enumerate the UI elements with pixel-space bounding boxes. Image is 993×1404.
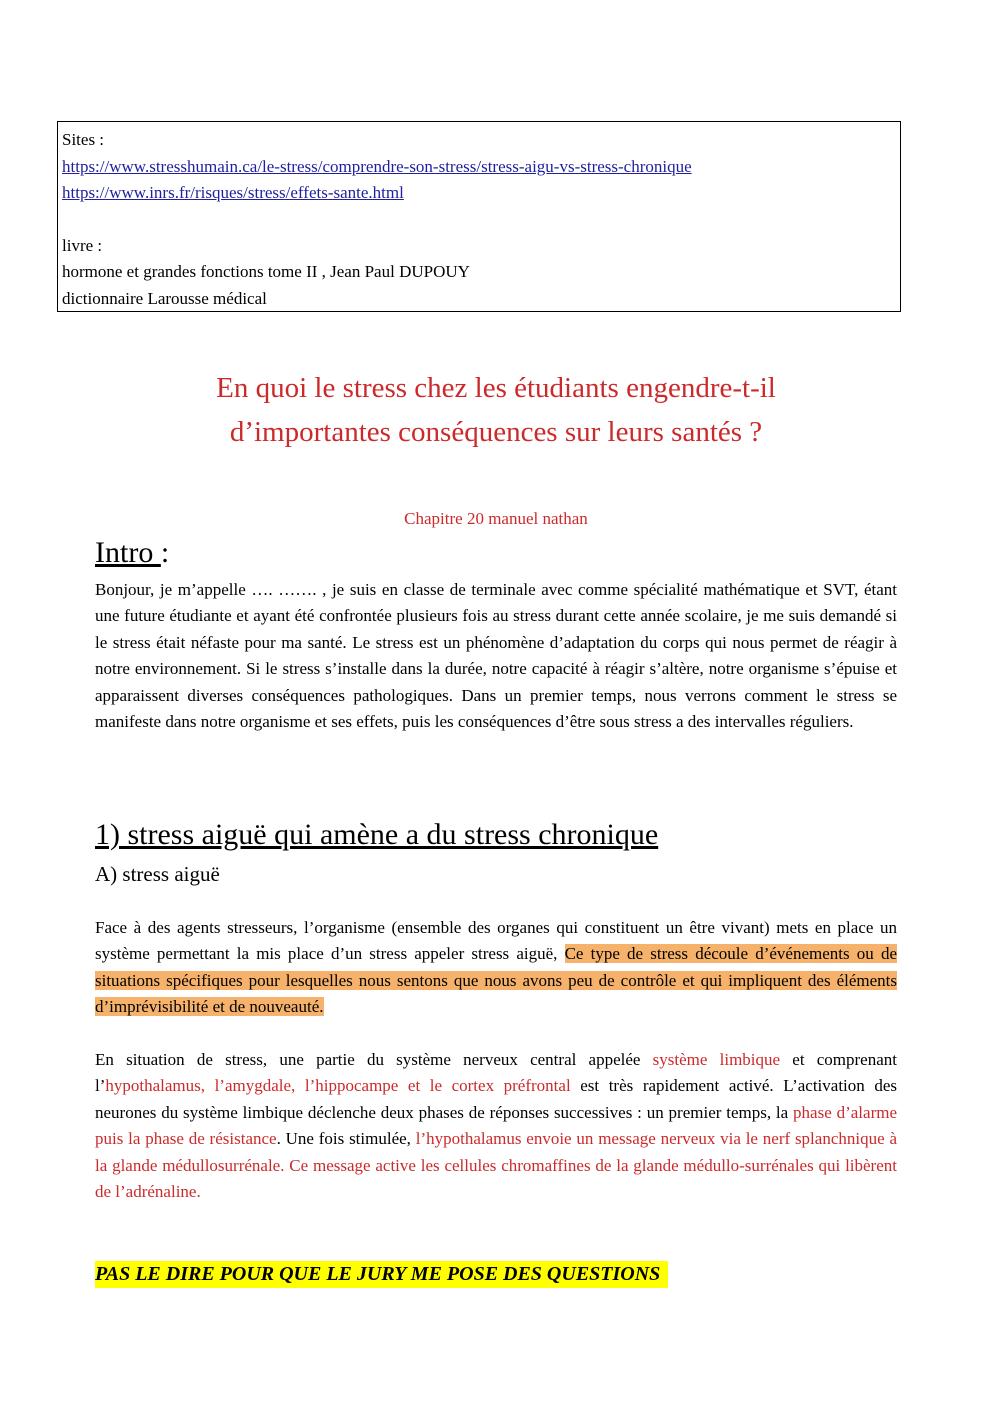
sources-box — [57, 121, 901, 312]
section-1-heading: 1) stress aiguë qui amène a du stress chronique — [95, 818, 659, 851]
paragraph-acute-stress — [95, 915, 897, 1021]
title-line-1: En quoi le stress chez les étudiants engendre-t-il — [216, 372, 776, 404]
red-term-limbic: système limbique — [652, 1050, 781, 1069]
intro-paragraph: Bonjour, je m’appelle …. ……. , je suis en classe de terminale avec comme spécialité mathématique et SVT, étant une future étudiante et ayant été confrontée plusieurs fois au stress durant cette année scolaire, je me suis demandé si le stress était néfaste pour ma santé. Le stress est un phénomène d’adaptation du corps qui nous permet de réagir à notre environnement. Si le stress s’installe dans la durée, notre capacité à réagir s’altère, notre organisme s’épuise et apparaissent diverses conséquences pathologiques. Dans un premier temps, nous verrons comment le stress se manifeste dans notre organisme et ses effets, puis les conséquences d’être sous stress a des intervalles réguliers. — [95, 580, 897, 732]
intro-heading-text: Intro — [95, 536, 161, 569]
livre-label: livre : — [62, 235, 103, 255]
book-reference-larousse: dictionnaire Larousse médical — [62, 288, 267, 308]
intro-heading-colon: : — [160, 536, 170, 569]
paragraph-text: est très rapidement activé. L’activation des neurones du système limbique déclenche deux phases de réponses successives : un premier temps, la — [95, 1076, 898, 1122]
paragraph-text: . Une fois stimulée, — [276, 1129, 416, 1149]
chapter-reference: Chapitre 20 manuel nathan — [404, 509, 588, 528]
book-reference-dupouy: hormone et grandes fonctions tome II , Jean Paul DUPOUY — [62, 262, 470, 281]
paragraph-text: En situation de stress, une partie du système nerveux central appelée — [95, 1050, 653, 1069]
paragraph-limbic-system — [95, 1047, 897, 1205]
sites-label: Sites : — [62, 130, 105, 149]
title-line-2: d’importantes conséquences sur leurs santés ? — [229, 416, 763, 448]
paragraph-text: et comprenant l’ — [95, 1050, 897, 1096]
red-term-adrenaline: l’hypothalamus envoie un message nerveux via le nerf splanchnique à la glande médullosurrénale. Ce message active les cellules chromaffines de la glande médullo-surrénales qui libèrent de l’adrénaline. — [95, 1129, 897, 1202]
source-link-stresshumain[interactable]: https://www.stresshumain.ca/le-stress/comprendre-son-stress/stress-aigu-vs-stress-chronique — [62, 156, 692, 176]
section-1a-subheading: A) stress aiguë — [95, 862, 220, 886]
red-term-brain-areas: hypothalamus, l’amygdale, l’hippocampe et le cortex préfrontal — [105, 1076, 571, 1096]
red-term-phases: phase d’alarme puis la phase de résistance — [95, 1102, 897, 1149]
intro-heading — [95, 533, 169, 573]
source-link-inrs[interactable]: https://www.inrs.fr/risques/stress/effets-sante.html — [62, 183, 404, 202]
highlighted-text: Ce type de stress découle d’événements ou de situations spécifiques pour lesquelles nous sentons que nous avons peu de contrôle et qui impliquent des éléments d’imprévisibilité et de nouveauté. — [95, 944, 897, 1017]
spacer — [62, 207, 896, 233]
document-title — [95, 366, 897, 454]
highlighted-note: PAS LE DIRE POUR QUE LE JURY ME POSE DES QUESTIONS — [95, 1261, 668, 1288]
paragraph-text: Face à des agents stresseurs, l’organisme (ensemble des organes qui constituent un être vivant) mets en place un système permettant la mis place d’un stress appeler stress aiguë, — [95, 918, 897, 964]
